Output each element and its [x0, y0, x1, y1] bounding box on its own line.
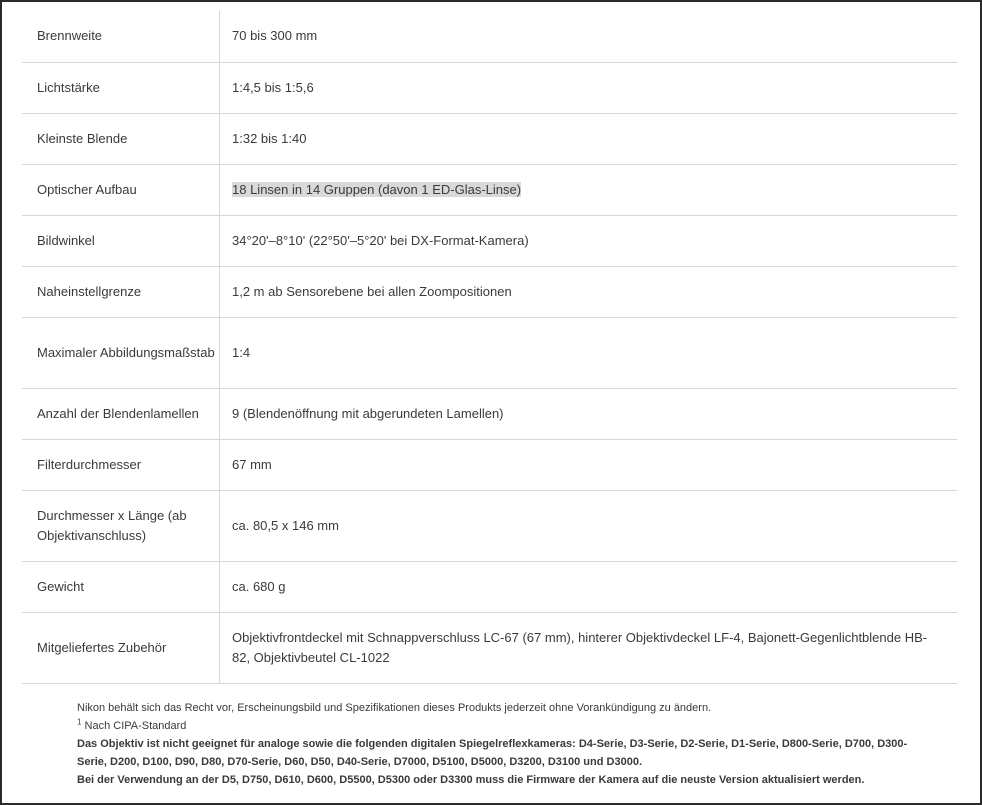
spec-value: 67 mm — [232, 456, 272, 472]
spec-label: Optischer Aufbau — [22, 164, 220, 215]
spec-value: 70 bis 300 mm — [232, 28, 318, 44]
selected-text-highlight[interactable]: 18 Linsen in 14 Gruppen (davon 1 ED-Glas-Linse) — [232, 181, 522, 197]
table-row — [22, 215, 957, 266]
spec-value: 9 (Blendenöffnung mit abgerundeten Lamellen) — [232, 405, 504, 421]
firmware-note: Bei der Verwendung an der D5, D750, D610, D600, D5500, D5300 oder D3300 muss die Firmware der Kamera auf die neuste Version aktualisiert werden. — [77, 774, 865, 786]
table-row — [22, 612, 957, 683]
spec-value: 1,2 m ab Sensorebene bei allen Zoompositionen — [232, 283, 512, 299]
spec-value: Objektivfrontdeckel mit Schnappverschluss LC-67 (67 mm), hinterer Objektivdeckel LF-4, Bajonett-Gegenlichtblende HB-82, Objektivbeutel CL-1022 — [232, 629, 928, 665]
table-row — [22, 164, 957, 215]
compatibility-warning: Das Objektiv ist nicht geeignet für analoge sowie die folgenden digitalen Spiegelreflexkameras: D4-Serie, D3-Serie, D2-Serie, D1-Serie, D800-Serie, D700, D300-Serie, D200, D100, D90, D80, D70-Serie, D60, D50, D40-Serie, D7000, D5100, D5000, D3200, D3100 und D3000. — [77, 738, 908, 768]
spec-table — [22, 11, 957, 684]
spec-label: Anzahl der Blendenlamellen — [22, 388, 220, 439]
footnote-marker: 1 — [77, 717, 82, 727]
table-row — [22, 266, 957, 317]
spec-label: Kleinste Blende — [22, 113, 220, 164]
spec-label: Bildwinkel — [22, 215, 220, 266]
table-row — [22, 317, 957, 388]
table-row — [22, 113, 957, 164]
table-row — [22, 11, 957, 62]
spec-label: Lichtstärke — [22, 62, 220, 113]
table-row — [22, 62, 957, 113]
spec-value-selected[interactable] — [220, 164, 958, 215]
spec-label: Filterdurchmesser — [22, 439, 220, 490]
footnote — [77, 717, 927, 735]
spec-value: 34°20'–8°10' (22°50'–5°20' bei DX-Format-Kamera) — [232, 232, 529, 248]
disclaimer-text: Nikon behält sich das Recht vor, Erscheinungsbild und Spezifikationen dieses Produkts jederzeit ohne Vorankündigung zu ändern. — [77, 702, 712, 714]
table-row — [22, 439, 957, 490]
footnotes — [77, 699, 927, 789]
table-row — [22, 490, 957, 561]
table-row — [22, 561, 957, 612]
spec-value: ca. 680 g — [232, 578, 286, 594]
spec-value: 1:4,5 bis 1:5,6 — [232, 79, 314, 95]
table-row — [22, 388, 957, 439]
footnote-text: Nach CIPA-Standard — [84, 720, 187, 732]
spec-label: Brennweite — [22, 11, 220, 62]
spec-label: Gewicht — [22, 561, 220, 612]
spec-label: Maximaler Abbildungsmaßstab — [22, 317, 220, 388]
spec-value: 1:4 — [232, 344, 251, 360]
spec-label: Durchmesser x Länge (ab Objektivanschluss) — [22, 490, 220, 561]
spec-label: Naheinstellgrenze — [22, 266, 220, 317]
spec-label: Mitgeliefertes Zubehör — [22, 612, 220, 683]
spec-value: 1:32 bis 1:40 — [232, 130, 307, 146]
spec-value: ca. 80,5 x 146 mm — [232, 517, 339, 533]
